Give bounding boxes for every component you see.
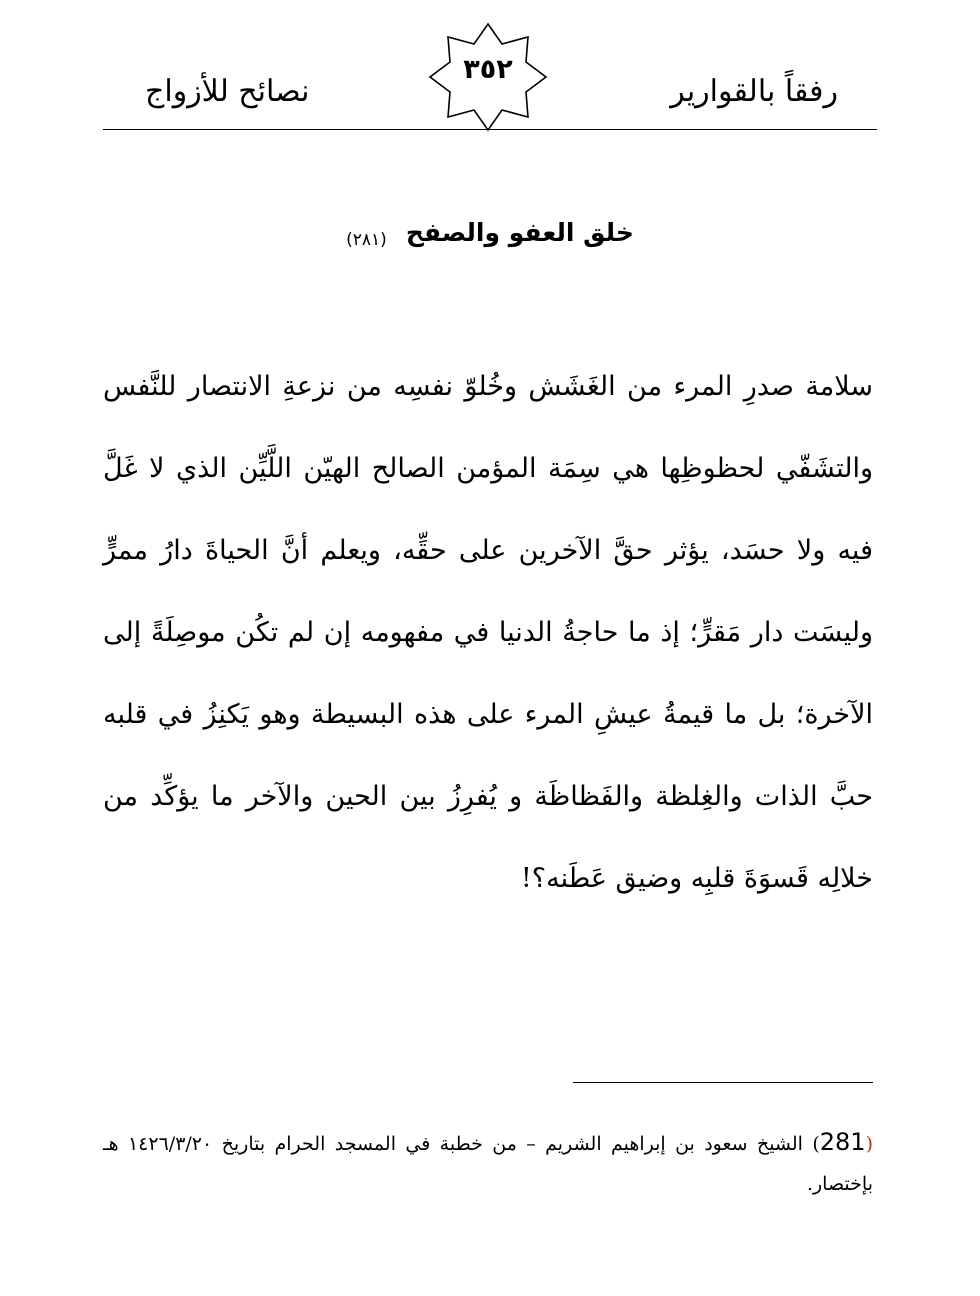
section-heading bbox=[103, 218, 877, 250]
book-title-header: رفقاً بالقوارير bbox=[670, 74, 838, 109]
footnote-number: 281 bbox=[819, 1128, 866, 1156]
footnote-divider bbox=[573, 1082, 873, 1083]
header-divider bbox=[103, 129, 877, 130]
page-number-badge bbox=[428, 22, 548, 132]
footnote-reference[interactable]: (٢٨١) bbox=[346, 230, 387, 250]
footnote-text: الشيخ سعود بن إبراهيم الشريم – من خطبة في المسجد الحرام بتاريخ ١٤٢٦/٣/٢٠ هـ بإختصار. bbox=[103, 1133, 873, 1195]
body-paragraph: سلامة صدرِ المرء من الغَشَش وخُلوّ نفسِه من نزعةِ الانتصار للنَّفس والتشَفّي لحظوظِها هي سِمَة المؤمن الصالح الهيّن اللَّيِّن الذي لا غَلَّ فيه ولا حسَد، يؤثر حقَّ الآخرين على حقِّه، ويعلم أنَّ الحياةَ دارُ ممرٍّ وليسَت دار مَقرٍّ؛ إذ ما حاجةُ الدنيا في مفهومه إن لم تكُن موصِلَةً إلى الآخرة؛ بل ما قيمةُ عيشِ المرء على هذه البسيطة وهو يَكنِزُ في قلبه حبَّ الذات والغِلظة والفَظاظَة و يُفرِزُ بين الحين والآخر ما يؤكِّد من خلالِه قَسوَةَ قلبِه وضيق عَطَنه؟! bbox=[103, 371, 873, 894]
footnote-paren-close: ) bbox=[812, 1133, 820, 1155]
section-title: خلق العفو والصفح bbox=[405, 218, 634, 247]
footnote-paren-open: ( bbox=[865, 1133, 873, 1155]
footnote bbox=[103, 1122, 873, 1204]
chapter-title-header: نصائح للأزواج bbox=[145, 74, 310, 109]
page-number: ٣٥٢ bbox=[463, 54, 513, 85]
